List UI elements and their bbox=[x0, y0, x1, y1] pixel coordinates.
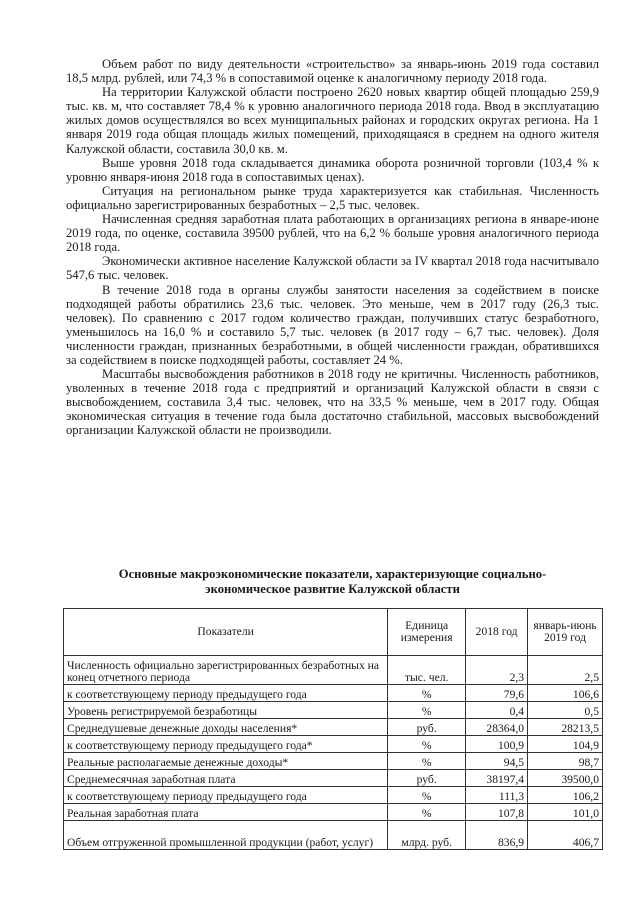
header-2019: январь-июнь 2019 год bbox=[528, 609, 603, 656]
table-title-line-1: Основные макроэкономические показатели, характеризующие социально- bbox=[118, 567, 547, 581]
row-name: Среднедушевые денежные доходы населения* bbox=[64, 719, 388, 736]
row-name: Среднемесячная заработная плата bbox=[64, 770, 388, 787]
row-value-2019: 39500,0 bbox=[528, 770, 603, 787]
row-unit: % bbox=[388, 753, 466, 770]
row-value-2018: 111,3 bbox=[466, 787, 528, 804]
row-value-2019: 406,7 bbox=[528, 821, 603, 850]
row-unit: % bbox=[388, 736, 466, 753]
indicators-table bbox=[63, 608, 603, 850]
row-unit: руб. bbox=[388, 719, 466, 736]
row-value-2019: 106,2 bbox=[528, 787, 603, 804]
table-row bbox=[64, 770, 603, 787]
table-row bbox=[64, 787, 603, 804]
body-text bbox=[66, 57, 599, 438]
paragraph-construction: Объем работ по виду деятельности «строительство» за январь-июнь 2019 года составил 18,5 млрд. рублей, или 74,3 % в сопоставимой оценке к аналогичному периоду 2018 года. bbox=[66, 57, 599, 86]
paragraph-labor-market: Ситуация на региональном рынке труда характеризуется как стабильная. Численность официально зарегистрированных безработных – 2,5 тыс. человек. bbox=[66, 183, 599, 212]
table-title-line-2: экономическое развитие Калужской области bbox=[205, 582, 460, 596]
row-unit: % bbox=[388, 804, 466, 821]
row-value-2019: 98,7 bbox=[528, 753, 603, 770]
table-row bbox=[64, 736, 603, 753]
row-value-2018: 107,8 bbox=[466, 804, 528, 821]
row-unit: руб. bbox=[388, 770, 466, 787]
row-name: Уровень регистрируемой безработицы bbox=[64, 702, 388, 719]
table-row bbox=[64, 719, 603, 736]
row-name: к соответствующему периоду предыдущего года bbox=[64, 685, 388, 702]
row-value-2019: 101,0 bbox=[528, 804, 603, 821]
row-value-2019: 106,6 bbox=[528, 685, 603, 702]
row-name: Реальная заработная плата bbox=[64, 804, 388, 821]
paragraph-layoffs: Масштабы высвобождения работников в 2018 году не критичны. Численность работников, уволенных в течение 2018 года с предприятий и организаций Калужской области в связи с высвобождением, составила 3,4 тыс. человек, что на 33,5 % меньше, чем в 2017 году. Общая экономическая ситуация в течение года была достаточно стабильной, массовых высвобождений организации Калужской области не производили. bbox=[66, 367, 599, 438]
table-row bbox=[64, 702, 603, 719]
row-unit: % bbox=[388, 685, 466, 702]
row-value-2019: 28213,5 bbox=[528, 719, 603, 736]
row-value-2018: 100,9 bbox=[466, 736, 528, 753]
row-unit: тыс. чел. bbox=[388, 656, 466, 685]
row-name: Объем отгруженной промышленной продукции (работ, услуг) bbox=[64, 821, 388, 850]
row-value-2018: 94,5 bbox=[466, 753, 528, 770]
paragraph-wages: Начисленная средняя заработная плата работающих в организациях региона в январе-июне 2019 года, по оценке, составила 39500 рублей, что на 6,2 % больше уровня аналогичного периода 2018 года. bbox=[66, 212, 599, 255]
table-row bbox=[64, 685, 603, 702]
table-row bbox=[64, 821, 603, 850]
row-unit: % bbox=[388, 702, 466, 719]
header-indicators: Показатели bbox=[64, 609, 388, 656]
row-value-2018: 28364,0 bbox=[466, 719, 528, 736]
header-unit: Единица измерения bbox=[388, 609, 466, 656]
table-row bbox=[64, 804, 603, 821]
row-name: Численность официально зарегистрированных безработных на конец отчетного периода bbox=[64, 656, 388, 685]
row-name: Реальные располагаемые денежные доходы* bbox=[64, 753, 388, 770]
paragraph-retail: Выше уровня 2018 года складывается динамика оборота розничной торговли (103,4 % к уровню января-июня 2018 года в сопоставимых ценах). bbox=[66, 155, 599, 184]
table-row bbox=[64, 753, 603, 770]
row-name: к соответствующему периоду предыдущего года* bbox=[64, 736, 388, 753]
row-unit: % bbox=[388, 787, 466, 804]
row-value-2018: 38197,4 bbox=[466, 770, 528, 787]
row-value-2019: 104,9 bbox=[528, 736, 603, 753]
row-value-2018: 0,4 bbox=[466, 702, 528, 719]
row-value-2019: 2,5 bbox=[528, 656, 603, 685]
row-name: к соответствующему периоду предыдущего года bbox=[64, 787, 388, 804]
header-2018: 2018 год bbox=[466, 609, 528, 656]
paragraph-housing: На территории Калужской области построено 2620 новых квартир общей площадью 259,9 тыс. кв. м, что составляет 78,4 % к уровню аналогичного периода 2018 года. Ввод в эксплуатацию жилых домов осуществлялся во всех муниципальных районах и городских округах региона. На 1 января 2019 года общая площадь жилых помещений, приходящаяся в среднем на одного жителя Калужской области, составила 30,0 кв. м. bbox=[66, 85, 599, 156]
row-value-2019: 0,5 bbox=[528, 702, 603, 719]
paragraph-active-population: Экономически активное население Калужской области за IV квартал 2018 года насчитывало 547,6 тыс. человек. bbox=[66, 254, 599, 283]
row-value-2018: 2,3 bbox=[466, 656, 528, 685]
row-unit: млрд. руб. bbox=[388, 821, 466, 850]
table-row bbox=[64, 656, 603, 685]
row-value-2018: 79,6 bbox=[466, 685, 528, 702]
row-value-2018: 836,9 bbox=[466, 821, 528, 850]
table-title bbox=[66, 567, 599, 597]
paragraph-employment-service: В течение 2018 года в органы службы занятости населения за содействием в поиске подходящей работы обратились 23,6 тыс. человек. Это меньше, чем в 2017 году (26,3 тыс. человек). По сравнению с 2017 годом количество граждан, получивших статус безработного, уменьшилось на 16,0 % и составило 5,7 тыс. человек (в 2017 году – 6,7 тыс. человек). Доля численности граждан, признанных безработными, в общей численности граждан, обратившихся за содействием в поиске подходящей работы, составляет 24 %. bbox=[66, 282, 599, 367]
